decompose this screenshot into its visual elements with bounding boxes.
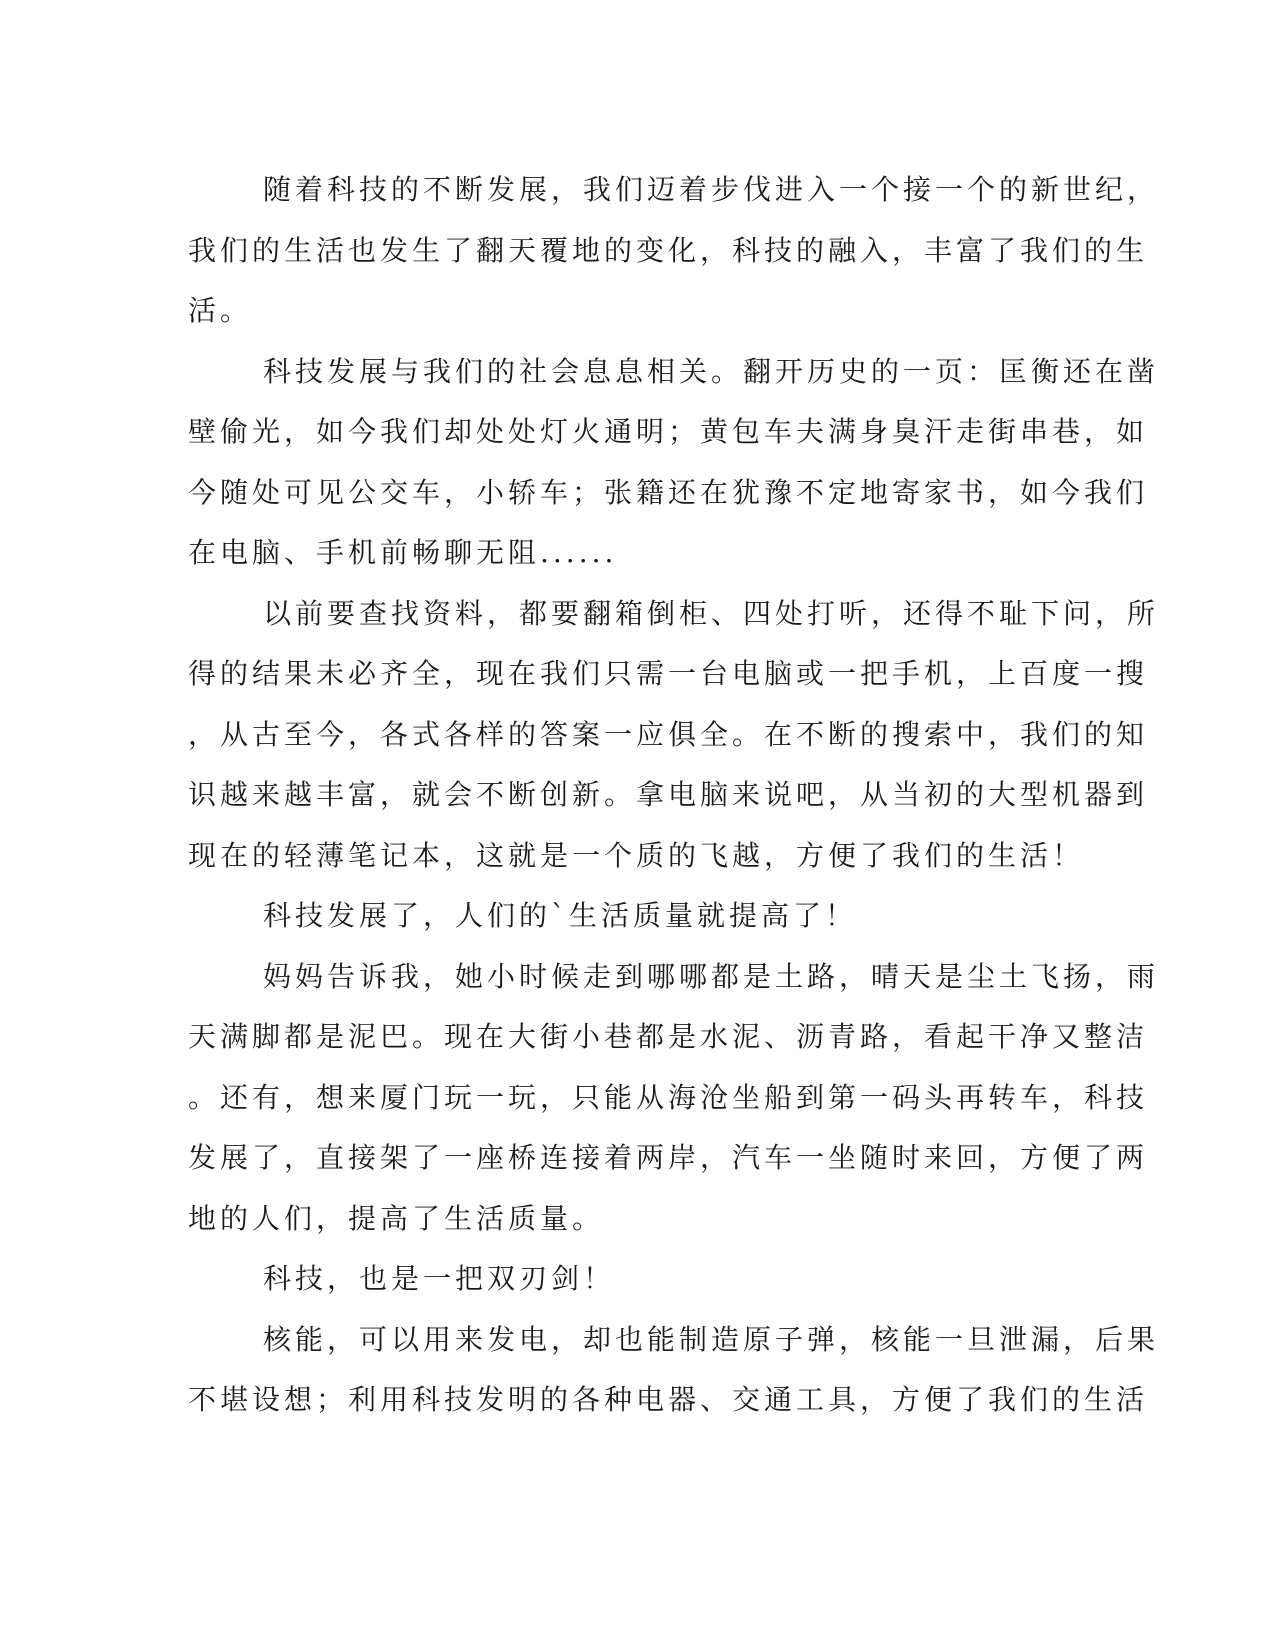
text-line: 活。 [188, 294, 253, 327]
text-line: 科技，也是一把双刃剑！ [263, 1262, 616, 1295]
text-line: 科技发展了，人们的`生活质量就提高了！ [263, 899, 858, 932]
text-line: ，从古至今，各式各样的答案一应俱全。在不断的搜索中，我们的知 [188, 717, 1149, 751]
text-line: 。还有，想来厦门玩一玩，只能从海沧坐船到第一码头再转车，科技 [188, 1080, 1149, 1114]
text-line: 在电脑、手机前畅聊无阻...... [188, 536, 618, 569]
text-line: 壁偷光，如今我们却处处灯火通明；黄包车夫满身臭汗走街串巷，如 [188, 415, 1149, 448]
text-line: 随着科技的不断发展，我们迈着步伐进入一个接一个的新世纪， [263, 173, 1160, 206]
text-line: 科技发展与我们的社会息息相关。翻开历史的一页：匡衡还在凿 [263, 354, 1160, 388]
text-line: 不堪设想；利用科技发明的各种电器、交通工具，方便了我们的生活 [188, 1383, 1149, 1416]
text-line: 得的结果未必齐全，现在我们只需一台电脑或一把手机，上百度一搜 [188, 657, 1149, 690]
text-line: 今随处可见公交车，小轿车；张籍还在犹豫不定地寄家书，如今我们 [188, 475, 1149, 509]
text-line: 现在的轻薄笔记本，这就是一个质的飞越，方便了我们的生活！ [188, 838, 1085, 872]
text-line: 地的人们，提高了生活质量。 [188, 1201, 605, 1235]
text-line: 我们的生活也发生了翻天覆地的变化，科技的融入，丰富了我们的生 [188, 233, 1149, 267]
text-line: 天满脚都是泥巴。现在大街小巷都是水泥、沥青路，看起干净又整洁 [188, 1020, 1149, 1053]
text-line: 核能，可以用来发电，却也能制造原子弹，核能一旦泄漏，后果 [263, 1322, 1160, 1356]
text-line: 识越来越丰富，就会不断创新。拿电脑来说吧，从当初的大型机器到 [188, 778, 1149, 811]
document-body [188, 160, 1160, 1431]
text-line: 以前要查找资料，都要翻箱倒柜、四处打听，还得不耻下问，所 [263, 596, 1160, 630]
text-line: 发展了，直接架了一座桥连接着两岸，汽车一坐随时来回，方便了两 [188, 1141, 1149, 1174]
text-line: 妈妈告诉我，她小时候走到哪哪都是土路，晴天是尘土飞扬，雨 [263, 959, 1160, 993]
